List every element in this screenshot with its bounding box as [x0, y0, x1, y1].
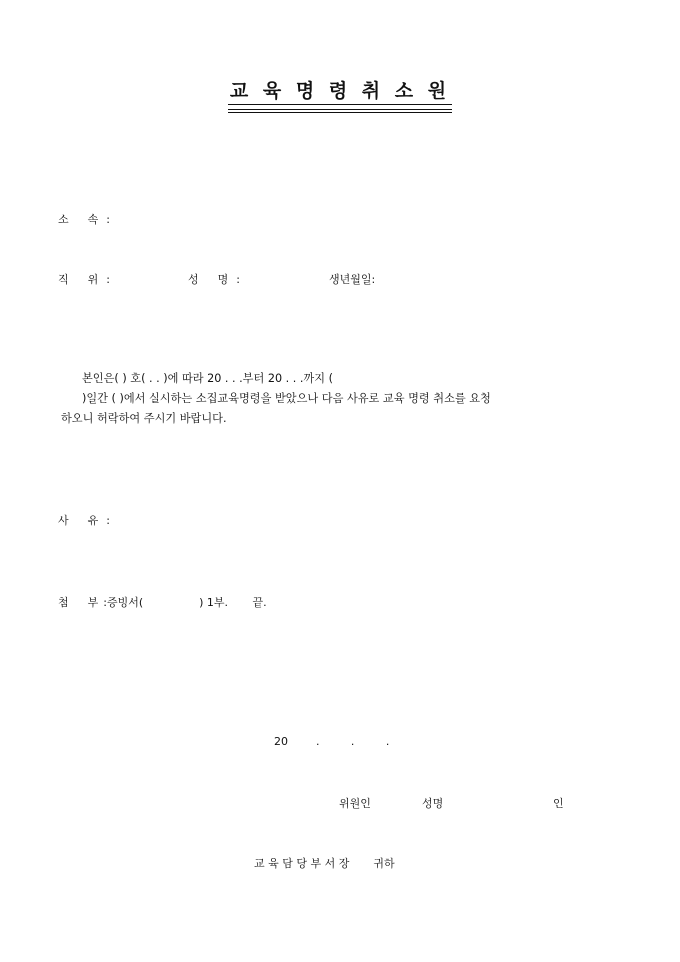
attachment-label-1: 첨	[58, 596, 69, 609]
reason-label-1: 사	[58, 514, 69, 527]
affiliation-label-2: 속	[87, 213, 99, 226]
applicant-name-label: 성명	[422, 797, 444, 810]
seal-mark: 인	[553, 797, 564, 810]
paragraph-line-2: )일간 ( )에서 실시하는 소집교육명령을 받았으나 다음 사유로 교육 명령 취소를 요청	[82, 392, 491, 405]
date-line: 20 . . .	[274, 735, 390, 748]
title-double-underline	[228, 104, 452, 110]
position-colon: :	[106, 273, 110, 286]
request-paragraph	[58, 369, 618, 429]
reason-label-2: 유	[87, 514, 99, 527]
name-row	[188, 271, 240, 287]
affiliation-label-1: 소	[58, 213, 69, 226]
position-label-2: 위	[87, 273, 99, 286]
name-colon: :	[236, 273, 240, 286]
paragraph-line-3: 하오니 허락하여 주시기 바랍니다.	[61, 412, 227, 425]
name-label-1: 성	[188, 273, 199, 286]
paragraph-line-1: 본인은( ) 호( . . )에 따라 20 . . .부터 20 . . .까지 (	[82, 372, 333, 385]
recipient-suffix: 귀하	[373, 857, 395, 870]
attachment-text: :증빙서( ) 1부. 끝.	[103, 596, 267, 609]
name-label-2: 명	[217, 273, 229, 286]
affiliation-row	[58, 211, 110, 227]
attachment-row	[58, 594, 267, 610]
attachment-label-2: 부	[87, 596, 99, 609]
birth-date-label: 생년월일:	[329, 273, 376, 286]
affiliation-colon: :	[106, 213, 110, 226]
applicant-label: 위원인	[339, 797, 371, 810]
reason-row	[58, 512, 110, 528]
recipient-line	[254, 855, 395, 871]
reason-colon: :	[106, 514, 110, 527]
document-title: 교 육 명 령 취 소 원	[229, 80, 451, 102]
position-label-1: 직	[58, 273, 69, 286]
position-row	[58, 271, 110, 287]
recipient-title: 교 육 담 당 부 서 장	[254, 857, 350, 870]
